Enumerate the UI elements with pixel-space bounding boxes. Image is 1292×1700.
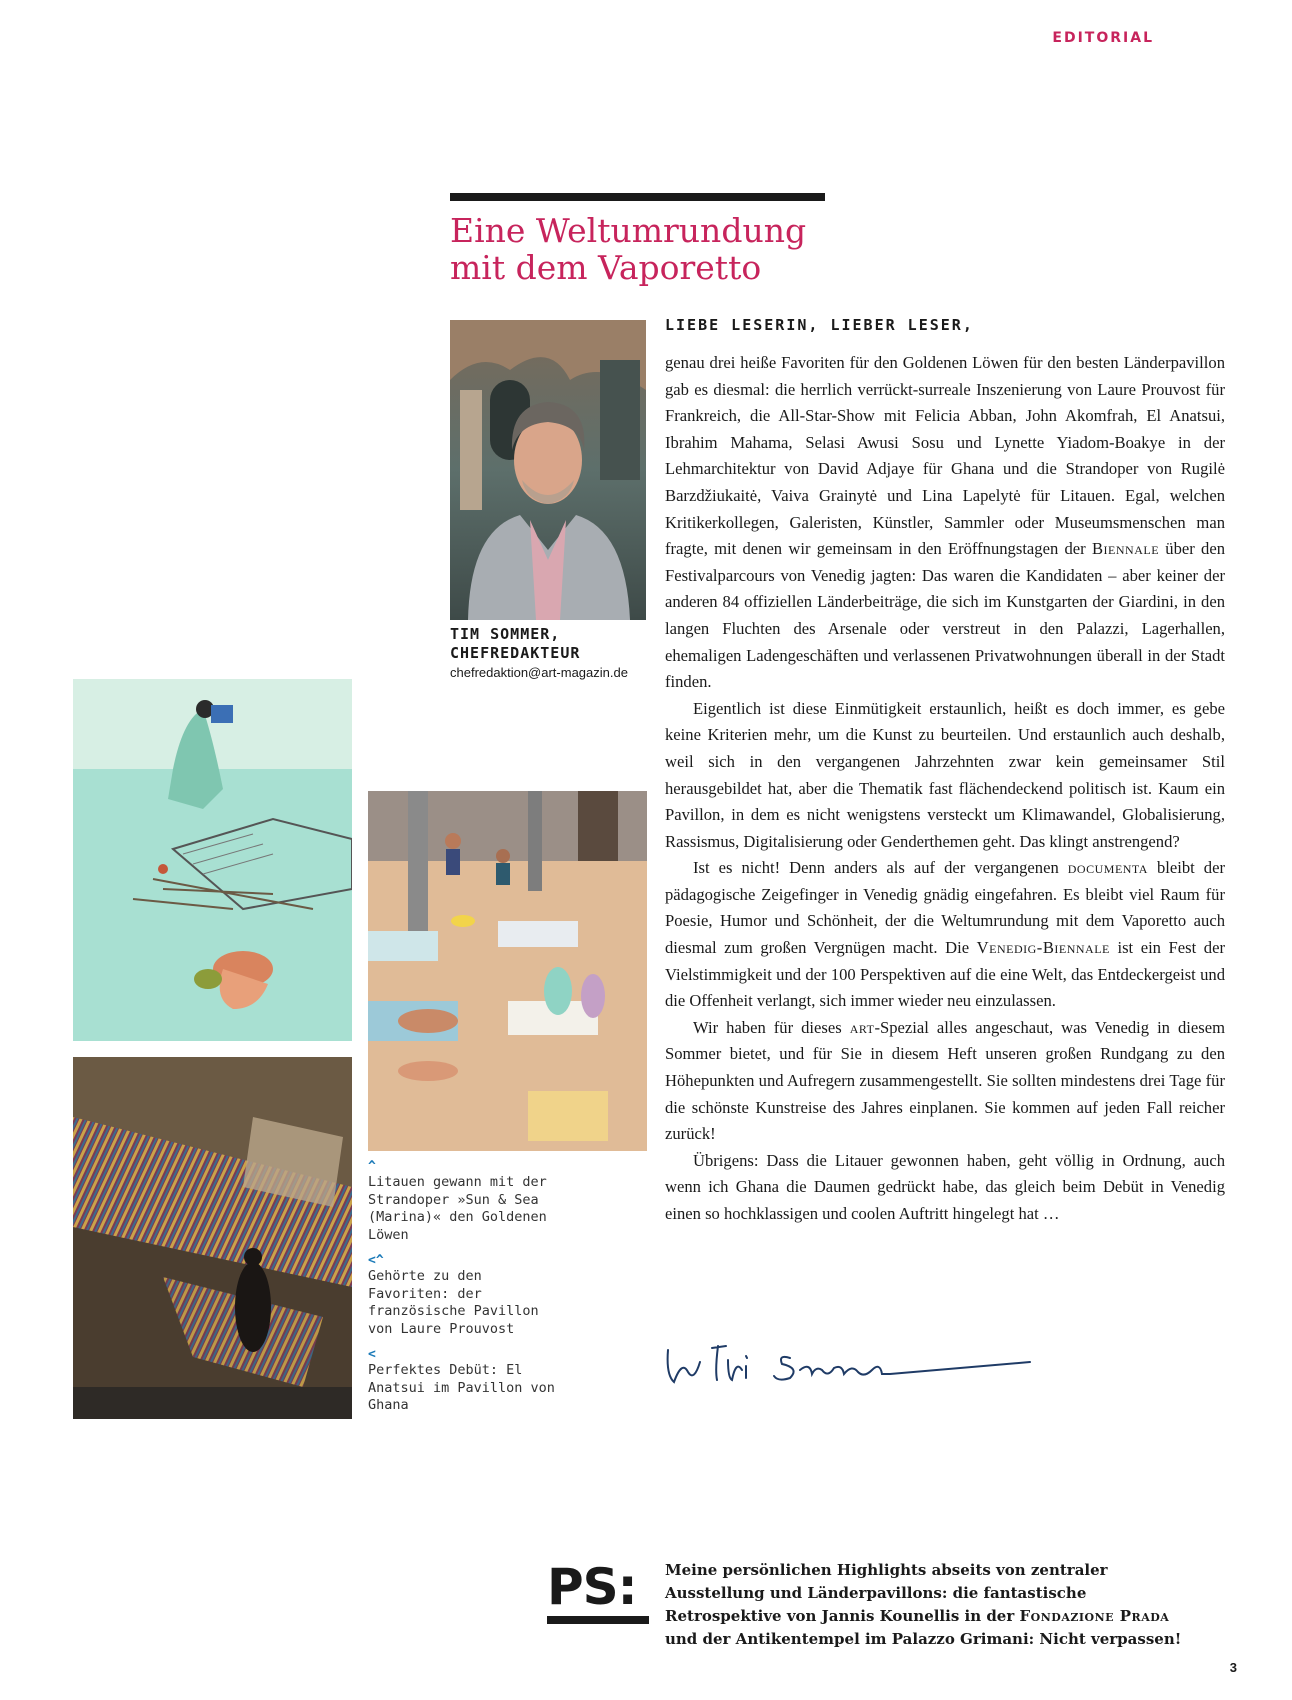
page-number: 3: [1229, 1660, 1237, 1675]
salutation: LIEBE LESERIN, LIEBER LESER,: [665, 316, 974, 334]
photo-french-pavilion: [73, 679, 352, 1041]
caption-ghana: < Perfektes Debüt: El Anatsui im Pavillon von Ghana: [368, 1348, 568, 1415]
ps-mark: PS:: [547, 1558, 637, 1616]
venedig-biennale-term: Venedig-Biennale: [976, 938, 1110, 958]
ghana-pavilion-image: [73, 1057, 352, 1419]
editorial-body: [665, 350, 1225, 1228]
ps-rule: [547, 1616, 649, 1624]
body-paragraph: Eigentlich ist diese Einmütigkeit erstaunlich, heißt es doch immer, es gebe keine Kriterien mehr, um die Kunst zu beurteilen. Und erstaunlich auch deshalb, weil sich in den vergangenen Jahrzehnten zwar kein gemeinsamer Stil herausgebildet hat, aber die Thematik fast flächendeckend politisch ist. Kaum ein Pavillon, in dem es nicht wenigstens versteckt um Klimawandel, Globalisierung, Rassismus, Digitalisierung oder Genderthemen geht. Das klingt anstrengend?: [665, 698, 1225, 851]
author-portrait: [450, 320, 646, 620]
author-name: TIM SOMMER, CHEFREDAKTEUR: [450, 625, 581, 662]
headline-line-1: Eine Weltumrundung: [450, 211, 807, 250]
biennale-term: Biennale: [1091, 539, 1160, 559]
fondazione-prada-term: Fondazione Prada: [1019, 1607, 1170, 1625]
caption-arrow-icon: ^: [368, 1159, 376, 1174]
caption-lithuania: ^ Litauen gewann mit der Strandoper »Sun & Sea (Marina)« den Goldenen Löwen: [368, 1160, 568, 1244]
ps-block: [547, 1558, 649, 1624]
author-email-link[interactable]: chefredaktion@art-magazin.de: [450, 665, 628, 680]
headline: [450, 212, 850, 286]
photo-lithuanian-pavilion: [368, 791, 647, 1151]
body-paragraph: Wir haben für dieses art-Spezial alles angeschaut, was Venedig in diesem Sommer bietet, und für Sie in diesem Heft unseren großen Rundgang zu den Höhepunkten und Aufregern zusammengestellt. Sie sollten mindestens drei Tage für die schönste Kunstreise des Jahres einplanen. Sie kommen auf jeden Fall reicher zurück!: [665, 1017, 1225, 1144]
caption-arrow-icon: <: [368, 1347, 376, 1362]
lithuanian-pavilion-image: [368, 791, 647, 1151]
author-portrait-image: [450, 320, 646, 620]
ps-text: Meine persönlichen Highlights abseits von zentraler Ausstellung und Länderpavillons: die fantastische Retrospektive von Jannis Kounellis in der Fondazione Prada und der Antikentempel im Palazzo Grimani: Nicht verpassen!: [665, 1561, 1182, 1648]
photo-ghana-pavilion: [73, 1057, 352, 1419]
signature-image: [660, 1320, 1060, 1400]
caption-arrow-icon: <^: [368, 1253, 384, 1268]
photo-captions: [368, 1160, 568, 1425]
documenta-term: documenta: [1067, 858, 1148, 878]
title-rule: [450, 193, 825, 201]
caption-france: <^ Gehörte zu den Favoriten: der französische Pavillon von Laure Prouvost: [368, 1254, 568, 1338]
headline-line-2: mit dem Vaporetto: [450, 248, 762, 287]
body-paragraph: Übrigens: Dass die Litauer gewonnen haben, geht völlig in Ordnung, auch wenn ich Ghana die Daumen gedrückt habe, das gleich beim Debüt in Venedig einen so hochklassigen und coolen Auftritt hingelegt hat …: [665, 1150, 1225, 1223]
art-term: art: [849, 1017, 875, 1037]
signature: [660, 1320, 1060, 1400]
section-label: EDITORIAL: [1052, 30, 1154, 46]
french-pavilion-image: [73, 679, 352, 1041]
body-paragraph: Ist es nicht! Denn anders als auf der vergangenen documenta bleibt der pädagogische Zeigefinger in Venedig gnädig eingefahren. Es bleibt viel Raum für Poesie, Humor und Schönheit, der die Weltumrundung mit dem Vaporetto auch diesmal zum großen Vergnügen macht. Die Venedig-Biennale ist ein Fest der Vielstimmigkeit und der 100 Perspektiven auf die eine Welt, das Entdeckergeist und die Offenheit verlangt, sich immer wieder neu einzulassen.: [665, 858, 1225, 1011]
body-paragraph: genau drei heiße Favoriten für den Goldenen Löwen für den besten Länderpavillon gab es diesmal: die herrlich verrückt-surreale Inszenierung von Laure Prouvost für Frankreich, die All-Star-Show mit Felicia Abban, John Akomfrah, El Anatsui, Ibrahim Mahama, Selasi Awusi Sosu und Lynette Yiadom-Boakye in der Lehmarchitektur von David Adjaye für Ghana und die Strandoper von Rugilė Barzdžiukaitė, Vaiva Grainytė und Lina Lapelytė für Litauen. Egal, welchen Kritikerkollegen, Galeristen, Künstler, Sammler oder Museumsmenschen man fragte, mit denen wir gemeinsam in den Eröffnungstagen der Biennale über den Festivalparcours von Venedig jagten: Das waren die Kandidaten – aber keiner der anderen 84 offiziellen Länderbeiträge, die sich im Kunstgarten der Giardini, in den langen Fluchten des Arsenale oder verstreut in den Palazzi, Lagerhallen, ehemaligen Ladengeschäften und verlassenen Privatwohnungen überall in der Stadt finden.: [665, 353, 1225, 692]
